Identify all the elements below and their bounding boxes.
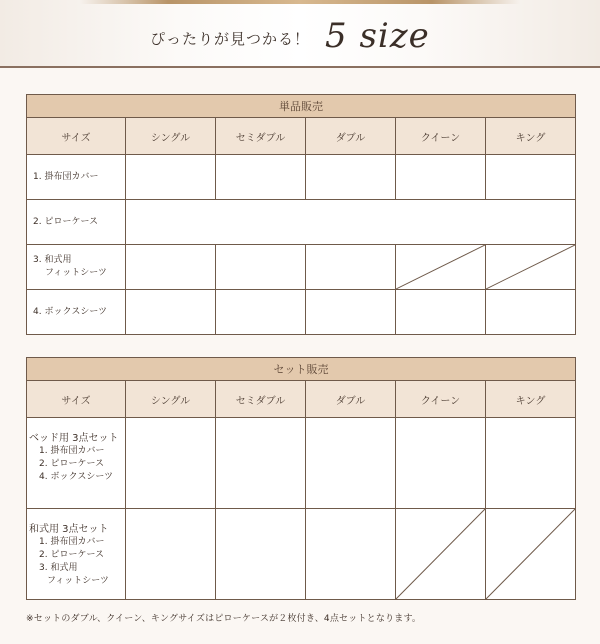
unavailable-slash — [486, 245, 575, 289]
table-row — [27, 155, 576, 200]
table-row — [27, 245, 576, 290]
column-header-size: サイズ — [27, 381, 126, 418]
column-header-semi-double: セミダブル — [216, 118, 306, 155]
unavailable-slash — [486, 509, 575, 599]
table-cell — [216, 509, 306, 600]
row-label-comforter-cover: 1. 掛布団カバー — [27, 155, 126, 200]
column-header-double: ダブル — [306, 118, 396, 155]
row-label-bed-set: ベッド用 3点セット 1. 掛布団カバー 2. ピローケース 4. ボックスシーツ — [27, 418, 126, 509]
single-sale-table — [26, 94, 576, 335]
table-cell — [126, 290, 216, 335]
table-cell — [216, 245, 306, 290]
table-row — [27, 200, 576, 245]
table-cell-unavailable — [396, 245, 486, 290]
unavailable-slash — [396, 245, 485, 289]
table-cell — [486, 155, 576, 200]
column-header-size: サイズ — [27, 118, 126, 155]
table-cell — [396, 418, 486, 509]
table-cell — [126, 509, 216, 600]
table-cell — [216, 418, 306, 509]
table-cell — [216, 290, 306, 335]
row-label-futon-set: 和式用 3点セット 1. 掛布団カバー 2. ピローケース 3. 和式用 フィットシーツ — [27, 509, 126, 600]
table-cell — [126, 418, 216, 509]
column-header-double: ダブル — [306, 381, 396, 418]
column-header-semi-double: セミダブル — [216, 381, 306, 418]
table-cell-unavailable — [486, 509, 576, 600]
column-header-king: キング — [486, 118, 576, 155]
table-cell — [216, 155, 306, 200]
table-cell — [306, 418, 396, 509]
table-cell — [126, 245, 216, 290]
table-cell-unavailable — [396, 509, 486, 600]
table-row — [27, 290, 576, 335]
unavailable-slash — [396, 509, 485, 599]
column-header-single: シングル — [126, 118, 216, 155]
row-label-box-sheet: 4. ボックスシーツ — [27, 290, 126, 335]
header-size-text: 5 size — [325, 16, 430, 56]
column-header-queen: クイーン — [396, 381, 486, 418]
column-header-king: キング — [486, 381, 576, 418]
table-cell — [126, 155, 216, 200]
table-cell — [306, 509, 396, 600]
table-cell — [306, 290, 396, 335]
table-cell — [396, 155, 486, 200]
table-cell-merged — [126, 200, 576, 245]
column-header-single: シングル — [126, 381, 216, 418]
table-cell-unavailable — [486, 245, 576, 290]
set-sale-table — [26, 357, 576, 600]
column-header-queen: クイーン — [396, 118, 486, 155]
header-banner — [0, 0, 600, 68]
table-cell — [486, 418, 576, 509]
row-label-fitted-sheet: 3. 和式用 フィットシーツ — [27, 245, 126, 290]
table-cell — [306, 155, 396, 200]
table-row — [27, 509, 576, 600]
single-sale-title: 単品販売 — [27, 95, 576, 118]
footnote: ※セットのダブル、クイーン、キングサイズはピローケースが２枚付き、4点セットとなります。 — [26, 614, 422, 624]
table-row — [27, 418, 576, 509]
table-cell — [306, 245, 396, 290]
set-sale-title: セット販売 — [27, 358, 576, 381]
table-cell — [396, 290, 486, 335]
row-label-pillow-case: 2. ピローケース — [27, 200, 126, 245]
table-cell — [486, 290, 576, 335]
header-tagline: ぴったりが見つかる！ — [150, 30, 311, 48]
header-gold-rule — [80, 0, 520, 4]
